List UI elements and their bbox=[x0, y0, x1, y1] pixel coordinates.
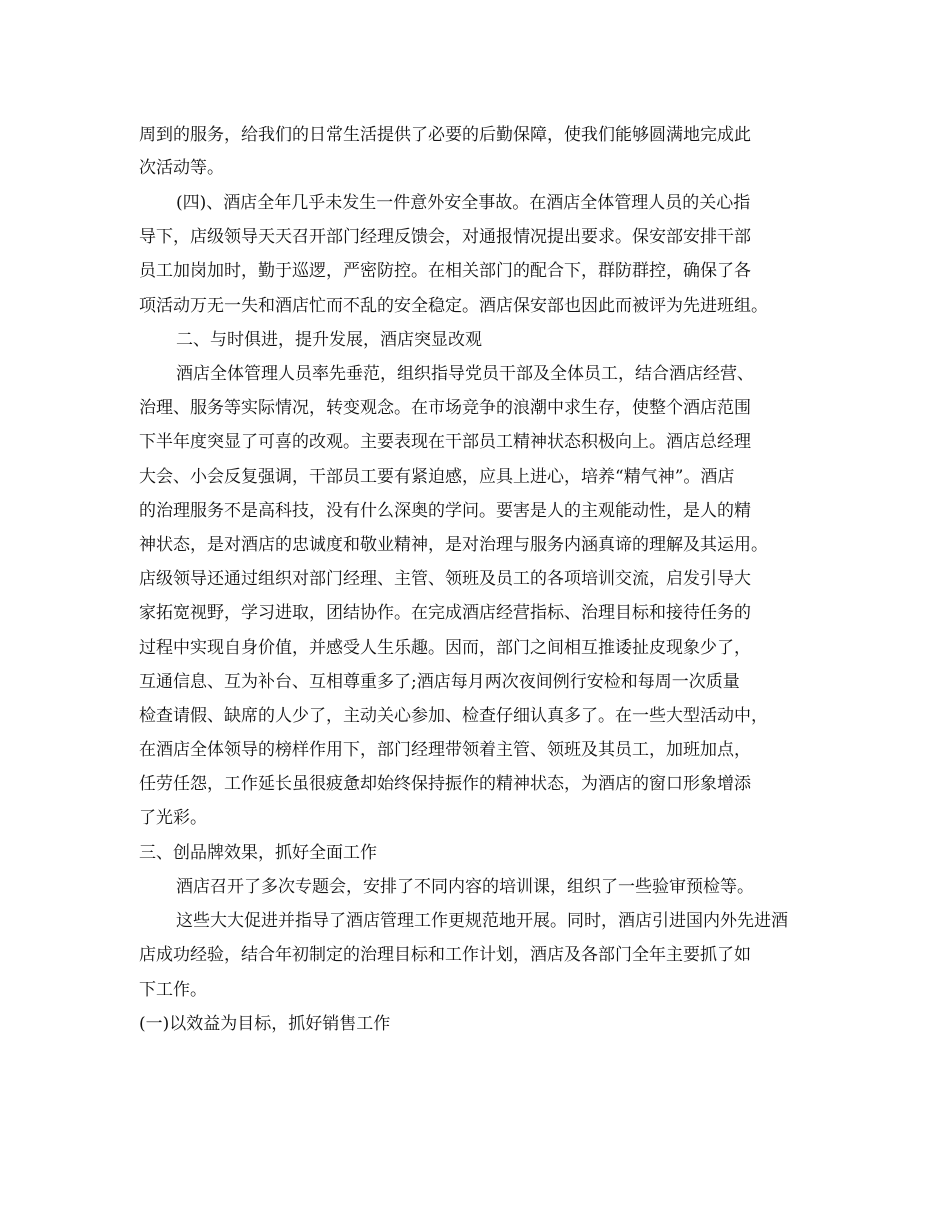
text-line: 导下，店级领导天天召开部门经理反馈会，对通报情况提出要求。保安部安排干部 bbox=[139, 227, 751, 247]
text-line: 互通信息、互为补台、互相尊重多了;酒店每月两次夜间例行安检和每周一次质量 bbox=[139, 672, 740, 692]
text-line: 大会、小会反复强调，干部员工要有紧迫感，应具上进心，培养“精气神”。酒店 bbox=[139, 467, 735, 487]
text-line: 家拓宽视野，学习进取，团结协作。在完成酒店经营指标、治理目标和接待任务的 bbox=[139, 603, 751, 623]
text-line: 店级领导还通过组织对部门经理、主管、领班及员工的各项培训交流，启发引导大 bbox=[139, 569, 751, 589]
text-line: 周到的服务，给我们的日常生活提供了必要的后勤保障，使我们能够圆满地完成此 bbox=[139, 125, 751, 145]
text-line: 在酒店全体领导的榜样作用下，部门经理带领着主管、领班及其员工，加班加点， bbox=[139, 740, 751, 760]
text-line: 治理、服务等实际情况，转变观念。在市场竞争的浪潮中求生存，使整个酒店范围 bbox=[139, 398, 751, 418]
section-heading: 二、与时俱进，提升发展，酒店突显改观 bbox=[176, 330, 482, 350]
text-line: 下工作。 bbox=[139, 980, 207, 1000]
text-line: 了光彩。 bbox=[139, 808, 207, 828]
text-line: 神状态，是对酒店的忠诚度和敬业精神，是对治理与服务内涵真谛的理解及其运用。 bbox=[139, 535, 768, 555]
paragraph-start-line: (四)、酒店全年几乎未发生一件意外安全事故。在酒店全体管理人员的关心指 bbox=[176, 193, 751, 213]
text-line: 次活动等。 bbox=[139, 158, 224, 178]
text-line: 下半年度突显了可喜的改观。主要表现在干部员工精神状态积极向上。酒店总经理 bbox=[139, 432, 751, 452]
text-line: (一)以效益为目标，抓好销售工作 bbox=[139, 1014, 391, 1034]
text-line: 项活动万无一失和酒店忙而不乱的安全稳定。酒店保安部也因此而被评为先进班组。 bbox=[139, 296, 768, 316]
text-line: 三、创品牌效果，抓好全面工作 bbox=[139, 843, 377, 863]
paragraph-start-line: 这些大大促进并指导了酒店管理工作更规范地开展。同时，酒店引进国内外先进酒 bbox=[176, 911, 788, 931]
paragraph-start-line: 酒店全体管理人员率先垂范，组织指导党员干部及全体员工，结合酒店经营、 bbox=[176, 364, 754, 384]
text-line: 店成功经验，结合年初制定的治理目标和工作计划，酒店及各部门全年主要抓了如 bbox=[139, 945, 751, 965]
text-line: 任劳任怨，工作延长虽很疲惫却始终保持振作的精神状态，为酒店的窗口形象增添 bbox=[139, 774, 751, 794]
text-line: 的治理服务不是高科技，没有什么深奥的学问。要害是人的主观能动性，是人的精 bbox=[139, 501, 751, 521]
text-line: 员工加岗加时，勤于巡逻，严密防控。在相关部门的配合下，群防群控，确保了各 bbox=[139, 261, 751, 281]
section-heading: 酒店召开了多次专题会，安排了不同内容的培训课，组织了一些验审预检等。 bbox=[176, 877, 754, 897]
text-line: 检查请假、缺席的人少了，主动关心参加、检查仔细认真多了。在一些大型活动中， bbox=[139, 706, 768, 726]
text-line: 过程中实现自身价值，并感受人生乐趣。因而，部门之间相互推诿扯皮现象少了， bbox=[139, 638, 751, 658]
